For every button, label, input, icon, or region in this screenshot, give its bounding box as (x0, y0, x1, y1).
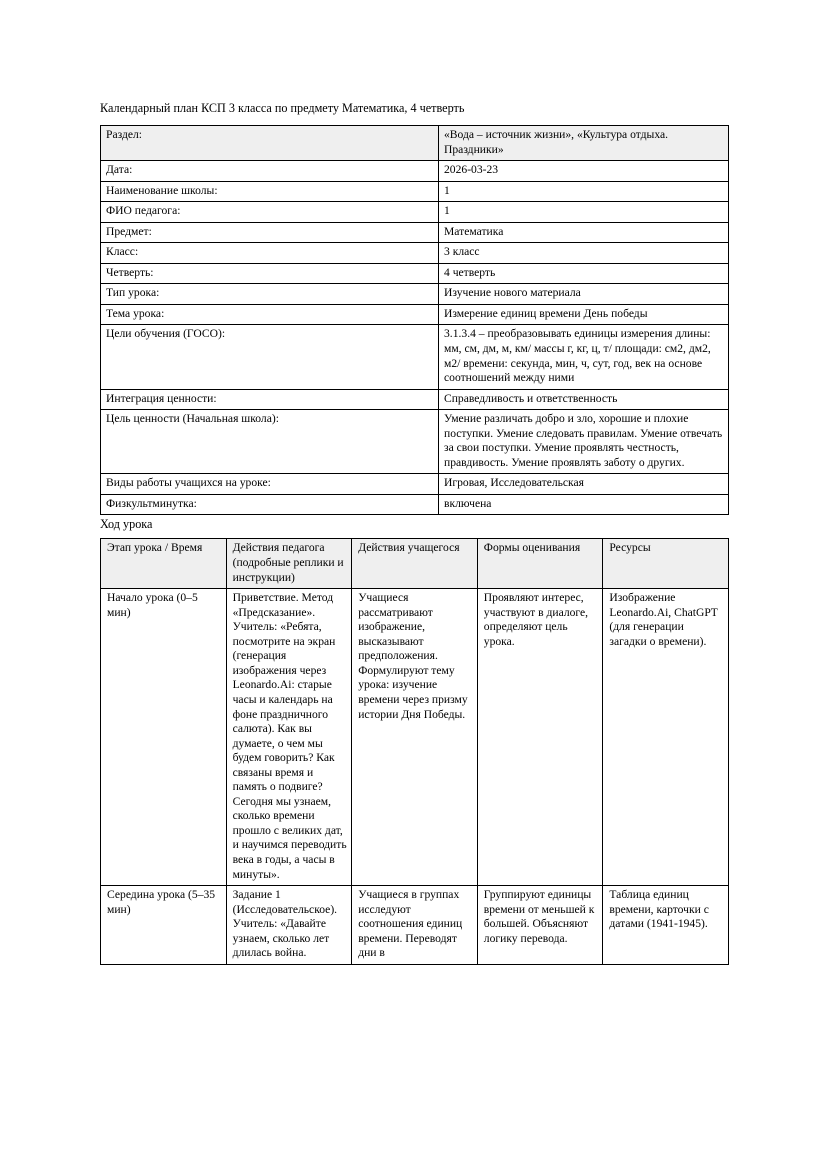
info-label-cell: Четверть: (101, 263, 439, 284)
table-row (101, 202, 729, 223)
resources-cell: Изображение Leonardo.Ai, ChatGPT (для генерации загадки о времени). (603, 589, 729, 886)
info-value-cell: 3.1.3.4 – преобразовывать единицы измерения длины: мм, см, дм, м, км/ массы г, кг, ц, т/ площади: см2, дм2, м2/ времени: секунда, мин, ч, сут, год, век на основе соотношений между ними (439, 325, 729, 389)
info-label-cell: Наименование школы: (101, 181, 439, 202)
info-label-cell: Цель ценности (Начальная школа): (101, 410, 439, 474)
table-header-row (101, 539, 729, 589)
stage-cell: Середина урока (5–35 мин) (101, 886, 227, 965)
table-row (101, 181, 729, 202)
table-row (101, 284, 729, 305)
info-label-cell: Раздел: (101, 126, 439, 161)
info-value-cell: 3 класс (439, 243, 729, 264)
info-label-cell: Физкультминутка: (101, 494, 439, 515)
resources-cell: Таблица единиц времени, карточки с датами (1941-1945). (603, 886, 729, 965)
info-label-cell: Предмет: (101, 222, 439, 243)
info-value-cell: Математика (439, 222, 729, 243)
teacher-actions-cell: Задание 1 (Исследовательское). Учитель: «Давайте узнаем, сколько лет длилась война. (226, 886, 352, 965)
table-row (101, 410, 729, 474)
student-actions-cell: Учащиеся рассматривают изображение, высказывают предположения. Формулируют тему урока: изучение времени через призму истории Дня Победы. (352, 589, 478, 886)
info-value-cell: Игровая, Исследовательская (439, 474, 729, 495)
info-label-cell: ФИО педагога: (101, 202, 439, 223)
info-label-cell: Цели обучения (ГОСО): (101, 325, 439, 389)
table-row (101, 474, 729, 495)
info-value-cell: 4 четверть (439, 263, 729, 284)
table-row (101, 243, 729, 264)
info-value-cell: Справедливость и ответственность (439, 389, 729, 410)
student-actions-cell: Учащиеся в группах исследуют соотношения единиц времени. Переводят дни в (352, 886, 478, 965)
document-content (100, 100, 728, 965)
info-value-cell: Изучение нового материала (439, 284, 729, 305)
lesson-flow-table (100, 538, 729, 964)
teacher-actions-cell: Приветствие. Метод «Предсказание». Учитель: «Ребята, посмотрите на экран (генерация изображения через Leonardo.Ai: старые часы и календарь на фоне праздничного салюта). Как вы думаете, о чем мы будем говорить? Как связаны время и память о подвиге? Сегодня мы узнаем, сколько времени прошло с великих дат, и научимся переводить века в годы, а часы в минуты». (226, 589, 352, 886)
stage-cell: Начало урока (0–5 мин) (101, 589, 227, 886)
table-row (101, 325, 729, 389)
info-value-cell: 1 (439, 202, 729, 223)
table-row (101, 389, 729, 410)
info-label-cell: Класс: (101, 243, 439, 264)
table-row (101, 126, 729, 161)
table-row (101, 222, 729, 243)
table-row (101, 304, 729, 325)
info-value-cell: 2026-03-23 (439, 161, 729, 182)
table-row (101, 886, 729, 965)
table-row (101, 494, 729, 515)
lesson-info-table (100, 125, 729, 515)
info-value-cell: Измерение единиц времени День победы (439, 304, 729, 325)
assessment-cell: Проявляют интерес, участвуют в диалоге, определяют цель урока. (477, 589, 603, 886)
lesson-flow-heading: Ход урока (100, 517, 153, 532)
column-header-stage: Этап урока / Время (101, 539, 227, 589)
assessment-cell: Группируют единицы времени от меньшей к большей. Объясняют логику перевода. (477, 886, 603, 965)
table-row (101, 161, 729, 182)
page-title: Календарный план КСП 3 класса по предмету Математика, 4 четверть (100, 101, 465, 115)
info-label-cell: Тема урока: (101, 304, 439, 325)
info-label-cell: Дата: (101, 161, 439, 182)
lesson-info-body (101, 126, 729, 515)
info-value-cell: включена (439, 494, 729, 515)
column-header-resources: Ресурсы (603, 539, 729, 589)
table-row (101, 263, 729, 284)
table-row (101, 589, 729, 886)
info-value-cell: «Вода – источник жизни», «Культура отдыха. Праздники» (439, 126, 729, 161)
info-label-cell: Виды работы учащихся на уроке: (101, 474, 439, 495)
info-value-cell: 1 (439, 181, 729, 202)
column-header-assessment-forms: Формы оценивания (477, 539, 603, 589)
column-header-student-actions: Действия учащегося (352, 539, 478, 589)
info-label-cell: Интеграция ценности: (101, 389, 439, 410)
column-header-teacher-actions: Действия педагога (подробные реплики и инструкции) (226, 539, 352, 589)
info-label-cell: Тип урока: (101, 284, 439, 305)
info-value-cell: Умение различать добро и зло, хорошие и плохие поступки. Умение следовать правилам. Умение отвечать за свои поступки. Умение проявлять честность, правдивость. Умение проявлять заботу о других. (439, 410, 729, 474)
lesson-flow-body (101, 539, 729, 964)
